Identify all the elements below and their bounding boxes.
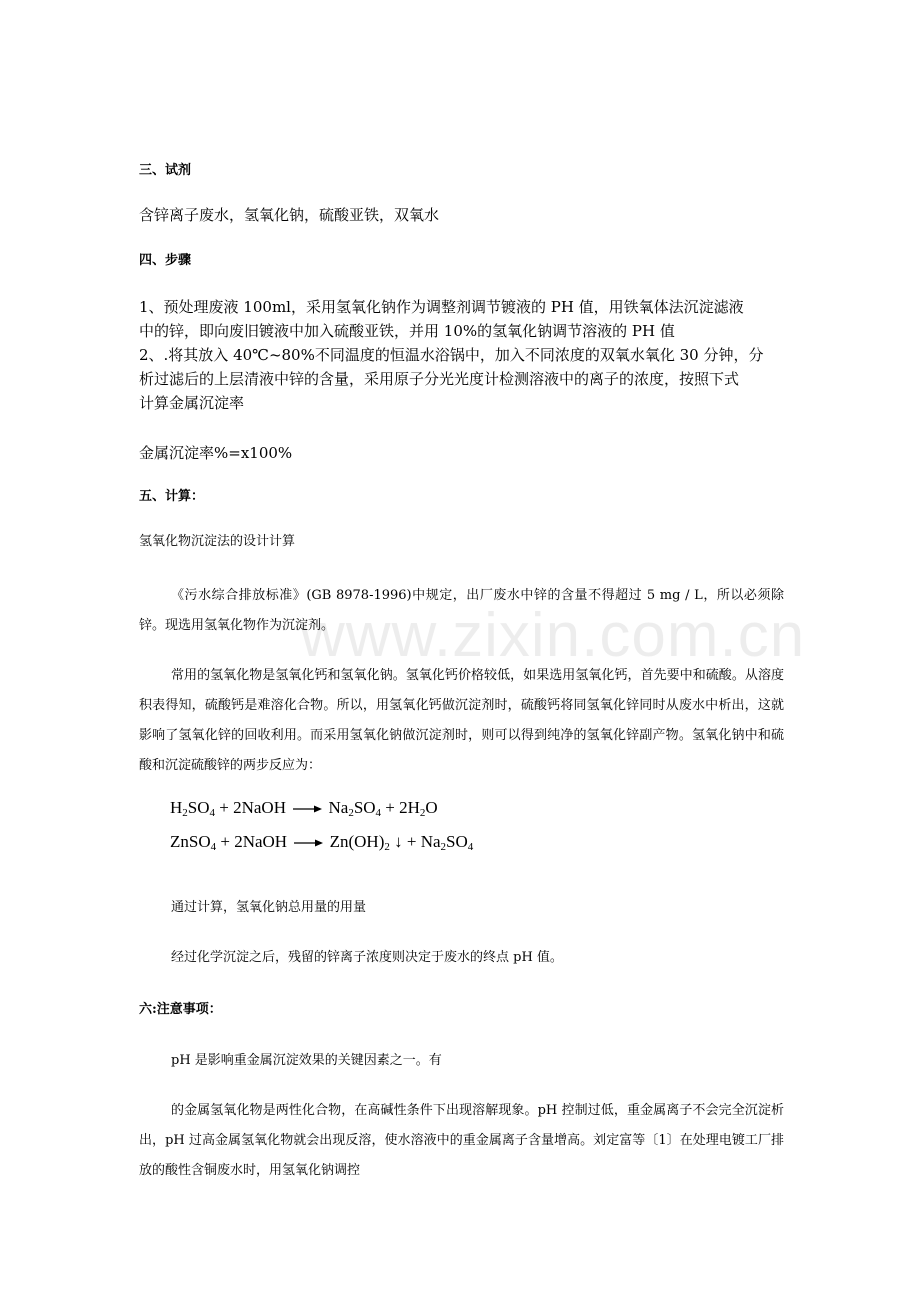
equation-1: $H_2SO_4$ + 2NaOH $Na_2SO_4 + 2H_2O$ bbox=[170, 798, 438, 819]
paragraph-ph-key: pH 是影响重金属沉淀效果的关键因素之一。有 bbox=[171, 1053, 442, 1068]
paragraph-standard: 《污水综合排放标准》(GB 8978-1996)中规定，出厂废水中锌的含量不得超过 5 mg / L，所以必须除锌。现选用氢氧化物作为沉淀剂。 bbox=[139, 588, 784, 633]
equation-2: ZnSO$_4$ + 2NaOH $Zn(OH)_2$ ↓ + $Na_2SO_4$ bbox=[170, 832, 474, 853]
paragraph-naoh-amount: 通过计算，氢氧化钠总用量的用量 bbox=[171, 900, 367, 915]
reaction-equations bbox=[170, 798, 490, 860]
reagents-text: 含锌离子废水，氢氧化钠，硫酸亚铁，双氧水 bbox=[139, 206, 440, 224]
calc-heading: 五、计算： bbox=[139, 489, 205, 504]
step-2-line-1: 2、.将其放入 40℃~80%不同温度的恒温水浴锅中，加入不同浓度的双氧水氧化 30 分钟，分 bbox=[139, 346, 764, 364]
step-2-line-2: 析过滤后的上层清液中锌的含量，采用原子分光光度计检测溶液中的离子的浓度，按照下式 bbox=[139, 370, 740, 388]
watermark: www.zixin.com.cn bbox=[300, 601, 806, 670]
steps-heading: 四、步骤 bbox=[139, 253, 192, 268]
paragraph-hydroxides: 常用的氢氧化物是氢氧化钙和氢氧化钠。氢氧化钙价格较低，如果选用氢氧化钙，首先要中和硫酸。从溶度积表得知，硫酸钙是难溶化合物。所以，用氢氧化钙做沉淀剂时，硫酸钙将同氢氧化锌同时从废水中析出，这就影响了氢氧化锌的回收利用。而采用氢氧化钠做沉淀剂时，则可以得到纯净的氢氧化锌副产物。氢氧化钠中和硫酸和沉淀硫酸锌的两步反应为： bbox=[139, 668, 784, 773]
paragraph-amphoteric: 的金属氢氧化物是两性化合物，在高碱性条件下出现溶解现象。pH 控制过低，重金属离子不会完全沉淀析出，pH 过高金属氢氧化物就会出现反溶，使水溶液中的重金属离子含量增高。刘定富等〔1〕在处理电镀工厂排放的酸性含铜废水时，用氢氧化钠调控 bbox=[139, 1103, 784, 1178]
paragraph-residual-zinc: 经过化学沉淀之后，残留的锌离子浓度则决定于废水的终点 pH 值。 bbox=[171, 950, 563, 965]
step-1 bbox=[139, 295, 784, 415]
calc-subtitle: 氢氧化物沉淀法的设计计算 bbox=[139, 534, 296, 549]
step-1-line-2: 中的锌，即向废旧镀液中加入硫酸亚铁，并用 10%的氢氧化钠调节溶液的 PH 值 bbox=[139, 322, 675, 340]
reagents-heading: 三、试剂 bbox=[139, 163, 192, 178]
notes-heading: 六:注意事项： bbox=[139, 1002, 222, 1017]
step-2-line-3: 计算金属沉淀率 bbox=[139, 394, 245, 412]
reaction-arrow-icon bbox=[293, 838, 323, 848]
reaction-arrow-icon bbox=[292, 804, 322, 814]
step-1-line-1: 1、预处理废液 100ml，采用氢氧化钠作为调整剂调节镀液的 PH 值，用铁氧体法沉淀滤液 bbox=[139, 298, 744, 316]
formula-text: 金属沉淀率%=x100% bbox=[139, 444, 293, 462]
